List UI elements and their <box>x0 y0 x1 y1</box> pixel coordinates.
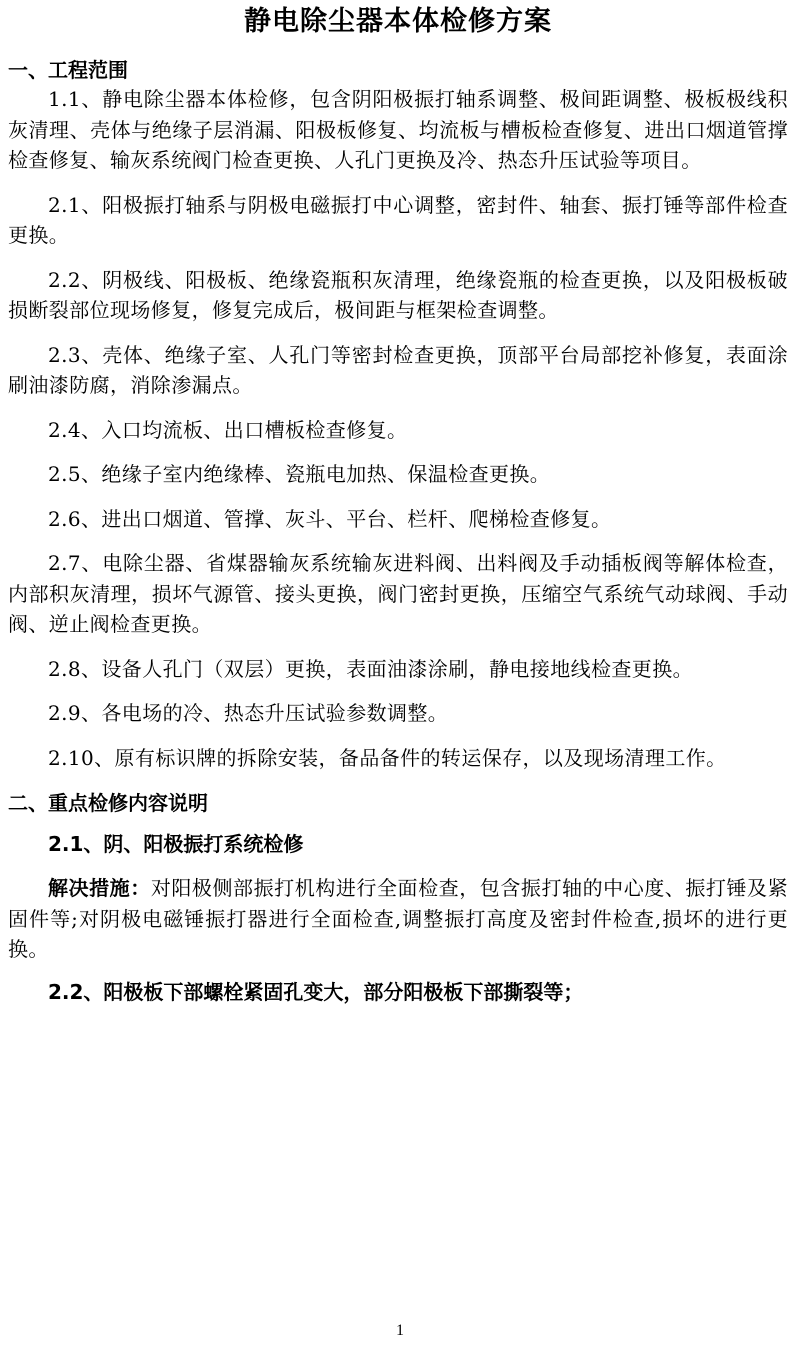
scope-item-2-2: 2.2、阴极线、阳极板、绝缘瓷瓶积灰清理，绝缘瓷瓶的检查更换，以及阳极板破损断裂部位现场修复，修复完成后，极间距与框架检查调整。 <box>8 267 788 322</box>
scope-item-2-3: 2.3、壳体、绝缘子室、人孔门等密封检查更换，顶部平台局部挖补修复，表面涂刷油漆防腐，消除渗漏点。 <box>8 342 788 397</box>
subheading-rapping-system: 2.1、阴、阳极振打系统检修 <box>48 832 304 856</box>
section-heading-key-repairs: 二、重点检修内容说明 <box>8 791 208 815</box>
measure-label: 解决措施： <box>48 876 151 900</box>
scope-item-2-6: 2.6、进出口烟道、管撑、灰斗、平台、栏杆、爬梯检查修复。 <box>48 506 612 531</box>
document-title: 静电除尘器本体检修方案 <box>244 6 552 37</box>
subheading-anode-plate-bolts: 2.2、阳极板下部螺栓紧固孔变大，部分阳极板下部撕裂等； <box>48 979 584 1004</box>
scope-item-2-1: 2.1、阳极振打轴系与阴极电磁振打中心调整，密封件、轴套、振打锤等部件检查更换。 <box>8 192 788 247</box>
rapping-system-measure <box>8 873 788 965</box>
measure-text: 对阳极侧部振打机构进行全面检查，包含振打轴的中心度、振打锤及紧固件等;对阴极电磁锤振打器进行全面检查,调整振打高度及密封件检查,损坏的进行更换。 <box>8 876 789 961</box>
scope-item-2-9: 2.9、各电场的冷、热态升压试验参数调整。 <box>48 701 449 725</box>
scope-item-2-4: 2.4、入口均流板、出口槽板检查修复。 <box>48 417 408 442</box>
scope-item-2-5: 2.5、绝缘子室内绝缘棒、瓷瓶电加热、保温检查更换。 <box>48 462 551 486</box>
scope-item-2-8: 2.8、设备人孔门（双层）更换，表面油漆涂刷，静电接地线检查更换。 <box>48 656 694 681</box>
scope-item-2-7: 2.7、电除尘器、省煤器输灰系统输灰进料阀、出料阀及手动插板阀等解体检查，内部积灰清理，损坏气源管、接头更换，阀门密封更换，压缩空气系统气动球阀、手动阀、逆止阀检查更换。 <box>8 551 788 636</box>
section-heading-scope: 一、工程范围 <box>8 58 128 82</box>
scope-item-2-10: 2.10、原有标识牌的拆除安装，备品备件的转运保存，以及现场清理工作。 <box>48 745 727 770</box>
page-number: 1 <box>396 1322 404 1339</box>
scope-item-1-1: 1.1、静电除尘器本体检修，包含阴阳极振打轴系调整、极间距调整、极板极线积灰清理、壳体与绝缘子层消漏、阳极板修复、均流板与槽板检查修复、进出口烟道管撑检查修复、输灰系统阀门检查更换、人孔门更换及冷、热态升压试验等项目。 <box>8 87 788 172</box>
